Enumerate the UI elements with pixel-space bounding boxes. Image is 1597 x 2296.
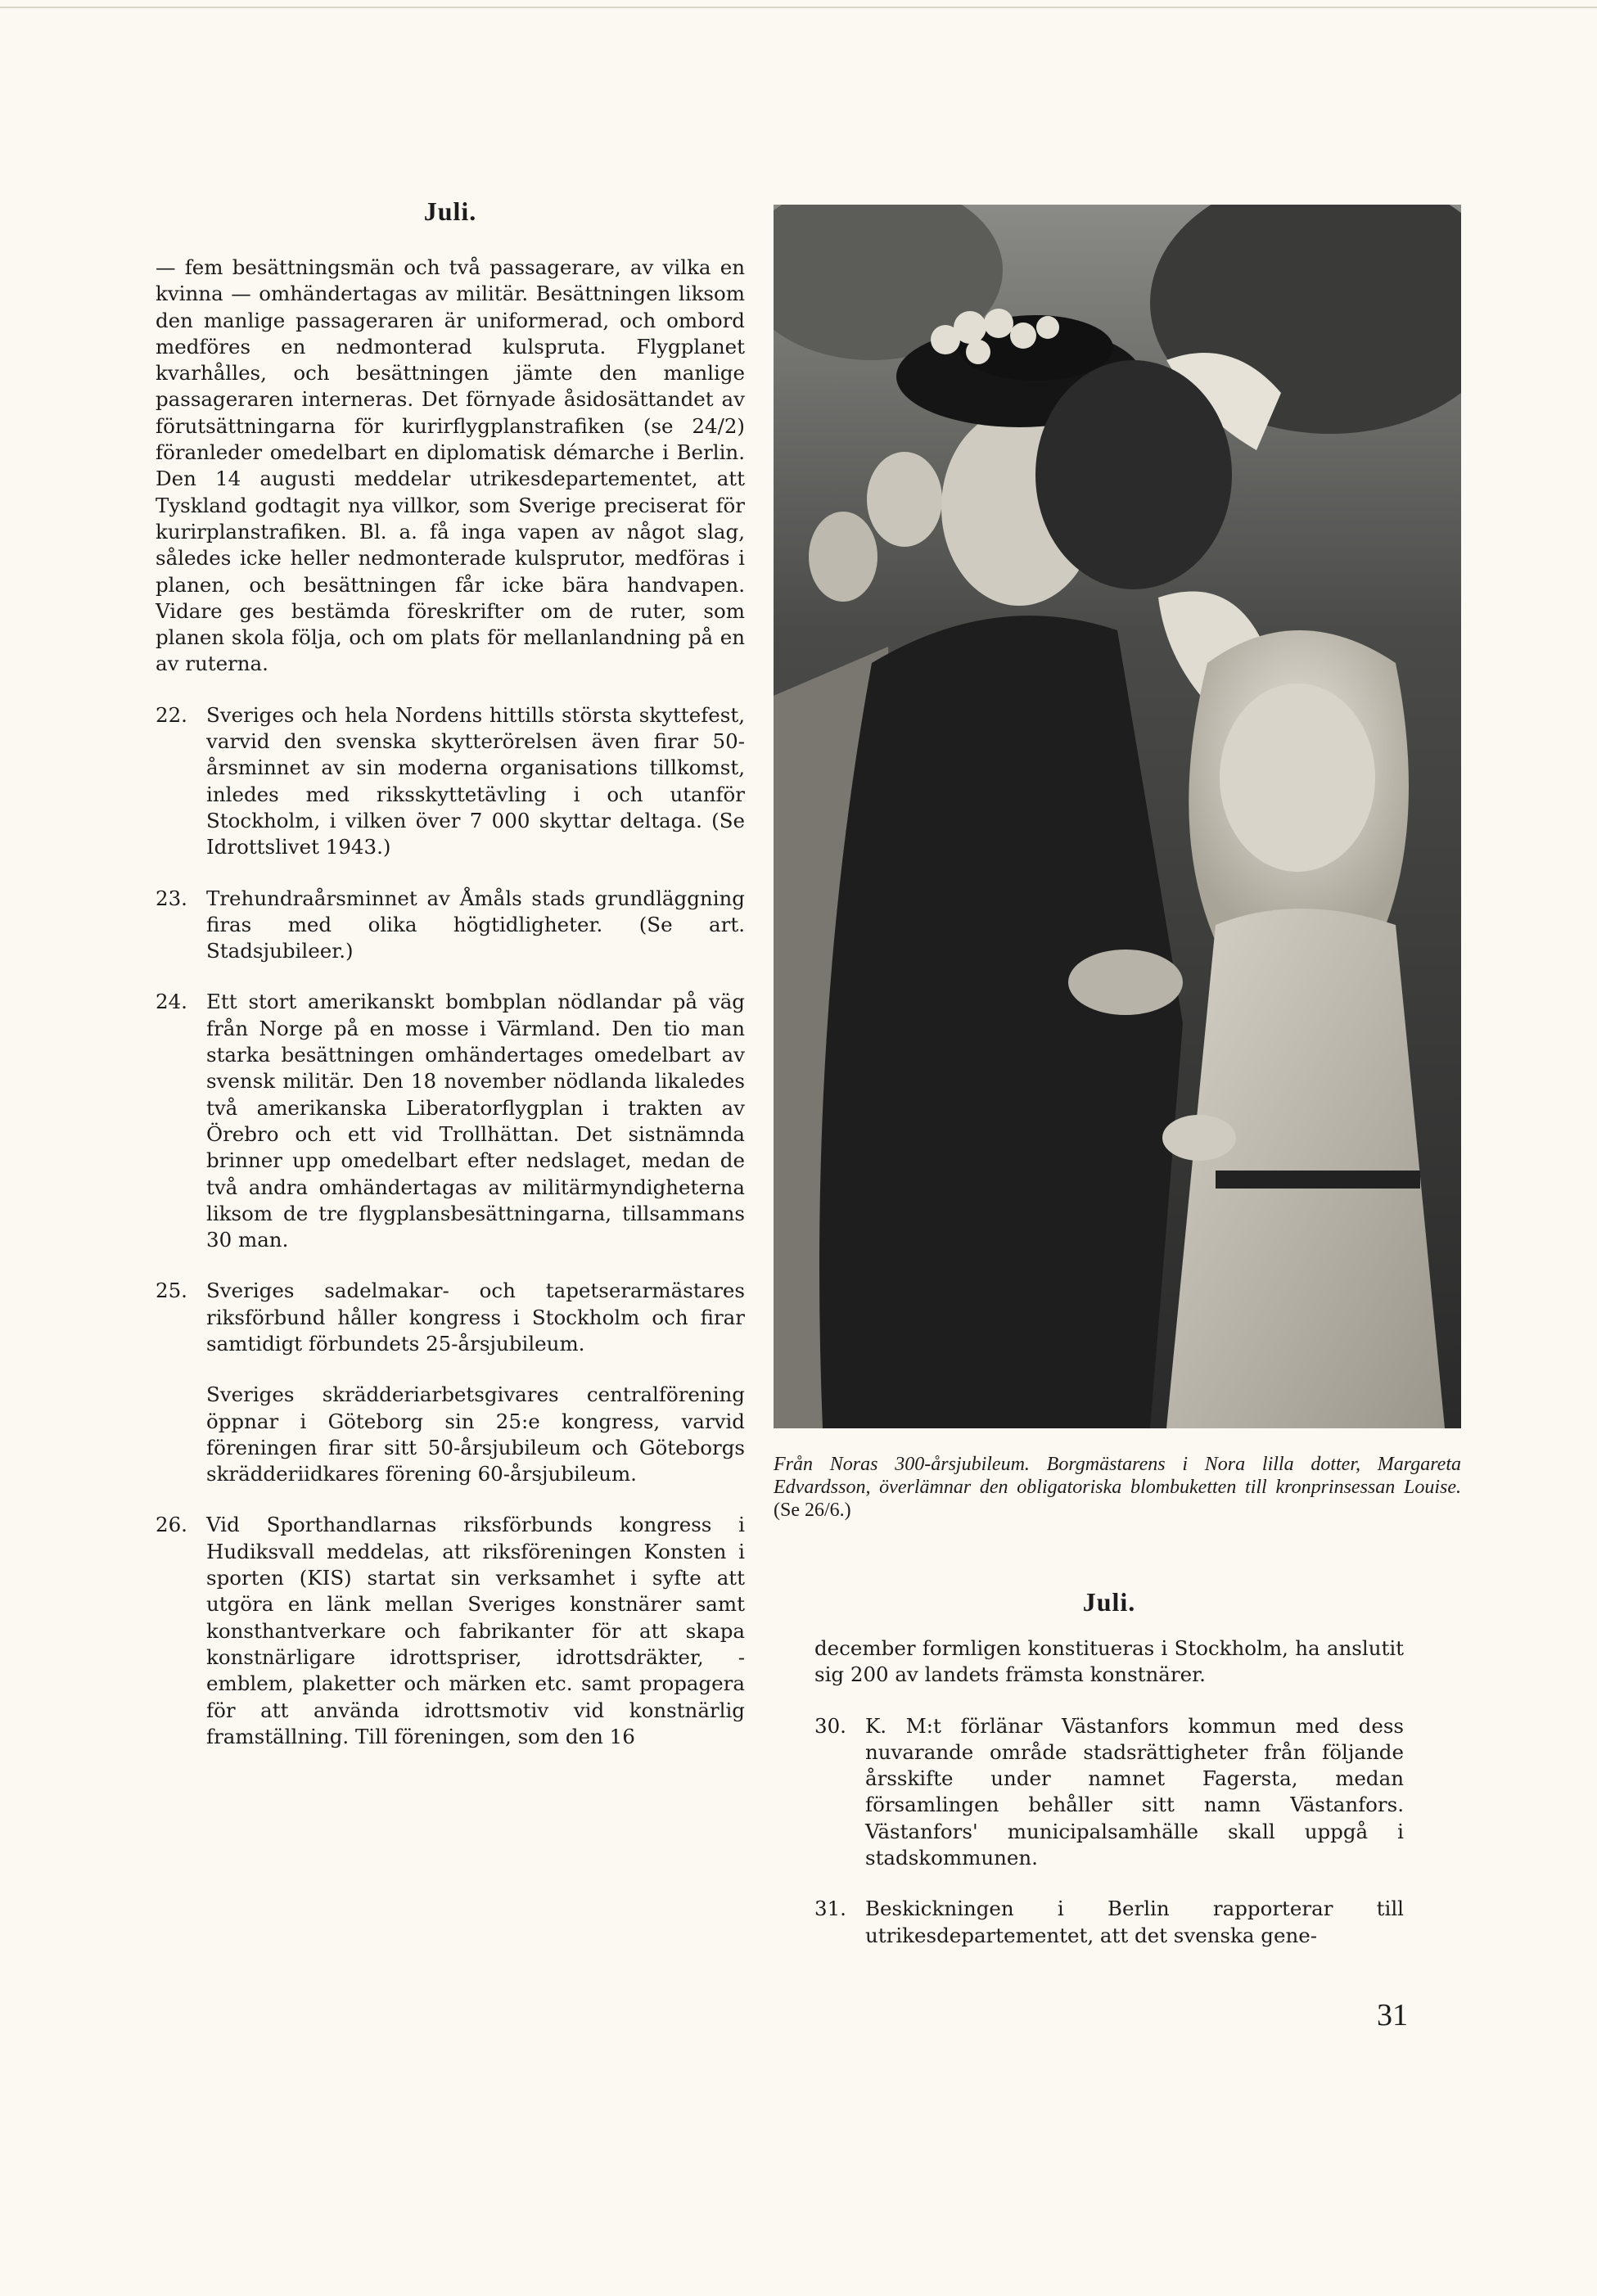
top-rule xyxy=(0,7,1597,8)
entry-date: 25. xyxy=(156,1279,187,1303)
left-heading: Juli. xyxy=(423,196,477,226)
hands xyxy=(1068,950,1183,1015)
entry-date: 30. xyxy=(814,1713,846,1738)
entry-31 xyxy=(814,1896,1404,1949)
entry-date: 26. xyxy=(156,1513,187,1537)
entry-text: K. M:t förlänar Västanfors kommun med dess nuvarande område stadsrättigheter från följande årsskifte under namnet Fagersta, medan församlingen behåller sitt namn Västanfors. Västanfors' municipalsamhälle skall uppgå i stadskommunen. xyxy=(865,1713,1404,1870)
entry-date: 24. xyxy=(156,990,187,1014)
page-number: 31 xyxy=(1377,1998,1408,2032)
entry-text: Beskickningen i Berlin rapporterar till utrikesdepartementet, att det svenska gene- xyxy=(865,1897,1404,1947)
entry-date: 22. xyxy=(156,702,187,727)
photo-caption xyxy=(774,1453,1461,1522)
crowd-face xyxy=(867,452,942,547)
entry-25 xyxy=(156,1278,745,1357)
entry-26 xyxy=(156,1512,745,1750)
entry-text: Sveriges sadelmakar- och tapetserarmästares riksförbund håller kongress i Stockholm och firar samtidigt förbundets 25-årsjubileum. xyxy=(206,1279,745,1355)
girl-hand xyxy=(1162,1115,1236,1161)
entry-date: 23. xyxy=(156,886,187,910)
caption-reference: (Se 26/6.) xyxy=(774,1500,851,1521)
entry-text: Trehundraårsminnet av Åmåls stads grundläggning firas med olika högtidligheter. (Se art. Stadsjubileer.) xyxy=(206,886,745,963)
entry-date: 31. xyxy=(814,1897,846,1921)
entry-text: Vid Sporthandlarnas riksförbunds kongress i Hudiksvall meddelas, att riksföreningen Konsten i sporten (KIS) startat sin verksamhet i syfte att utgöra en länk mellan Sveriges konstnärer samt konsthantverkare och fabrikanter för att skapa konstnärligare idrottspriser, idrottsdräkter, -emblem, plaketter och märken etc. samt propagera för att använda idrottsmotiv vid konstnärlig framställning. Till föreningen, som den 16 xyxy=(206,1513,745,1748)
crowd-face xyxy=(809,512,877,602)
left-column xyxy=(156,196,745,1775)
flower-bouquet xyxy=(1035,360,1232,589)
entry-text: Sveriges skrädderiarbetsgivares centralförening öppnar i Göteborg sin 25:e kongress, varvid föreningen firar sitt 50-årsjubileum och Göteborgs skrädderiidkares förening 60-årsjubileum. xyxy=(206,1383,745,1486)
right-column xyxy=(774,205,1461,1973)
dress-belt xyxy=(1216,1171,1420,1189)
entry-30 xyxy=(814,1713,1404,1872)
girl-face xyxy=(1220,683,1375,872)
entry-22 xyxy=(156,702,745,861)
photograph xyxy=(774,205,1461,1428)
left-intro-paragraph: — fem besättningsmän och två passagerare, av vilka en kvinna — omhändertagas av militär. Besättningen liksom den manlige passageraren är uniformerad, och ombord medföres en nedmonterad kulspruta. Flygplanet kvarhålles, och besättningen jämte den manlige passageraren interneras. Det förnyade åsidosättandet av förutsättningarna för kurirflygplanstrafiken (se 24/2) föranleder omedelbart en diplomatisk démarche i Berlin. Den 14 augusti meddelar utrikesdepartementet, att Tyskland godtagit nya villkor, som Sverige preciserat för kurirplanstrafiken. Bl. a. få inga vapen av något slag, således icke heller nedmonterade kulsprutor, medföras i planen, och besättningen får icke bära handvapen. Vidare ges bestämda föreskrifter om de ruter, som planen skola följa, och om plats för mellanlandning på en av ruterna. xyxy=(156,255,745,676)
entry-23 xyxy=(156,886,745,965)
caption-text: Från Noras 300-årsjubileum. Borgmästarens i Nora lilla dotter, Margareta Edvardsson, överlämnar den obligatoriska blombuketten till kronprinsessan Louise. xyxy=(774,1454,1461,1498)
right-intro-paragraph: december formligen konstitueras i Stockholm, ha anslutit sig 200 av landets främsta konstnärer. xyxy=(814,1636,1404,1687)
entry-text: Ett stort amerikanskt bombplan nödlandar på väg från Norge på en mosse i Värmland. Den tio man starka besättningen omhändertages omedelbart av svensk militär. Den 18 november nödlanda likaledes två amerikanska Liberatorflygplan i trakten av Örebro och ett vid Trollhättan. Det sistnämnda brinner upp omedelbart efter nedslaget, medan de två andra omhändertagas av militärmyndigheterna liksom de tre flygplansbesättningarna, tillsammans 30 man. xyxy=(206,990,745,1252)
entry-text: Sveriges och hela Nordens hittills största skyttefest, varvid den svenska skytterörelsen även firar 50-årsminnet av sin moderna organisations tillkomst, inledes med riksskyttetävling i och utanför Stockholm, i vilken över 7 000 skyttar deltaga. (Se Idrottslivet 1943.) xyxy=(206,702,745,859)
woman-coat xyxy=(819,616,1183,1428)
entry-25b xyxy=(156,1382,745,1487)
right-heading: Juli. xyxy=(1082,1587,1136,1617)
right-text-block xyxy=(814,1587,1404,1949)
entry-24 xyxy=(156,989,745,1253)
photo-illustration xyxy=(774,205,1461,1428)
